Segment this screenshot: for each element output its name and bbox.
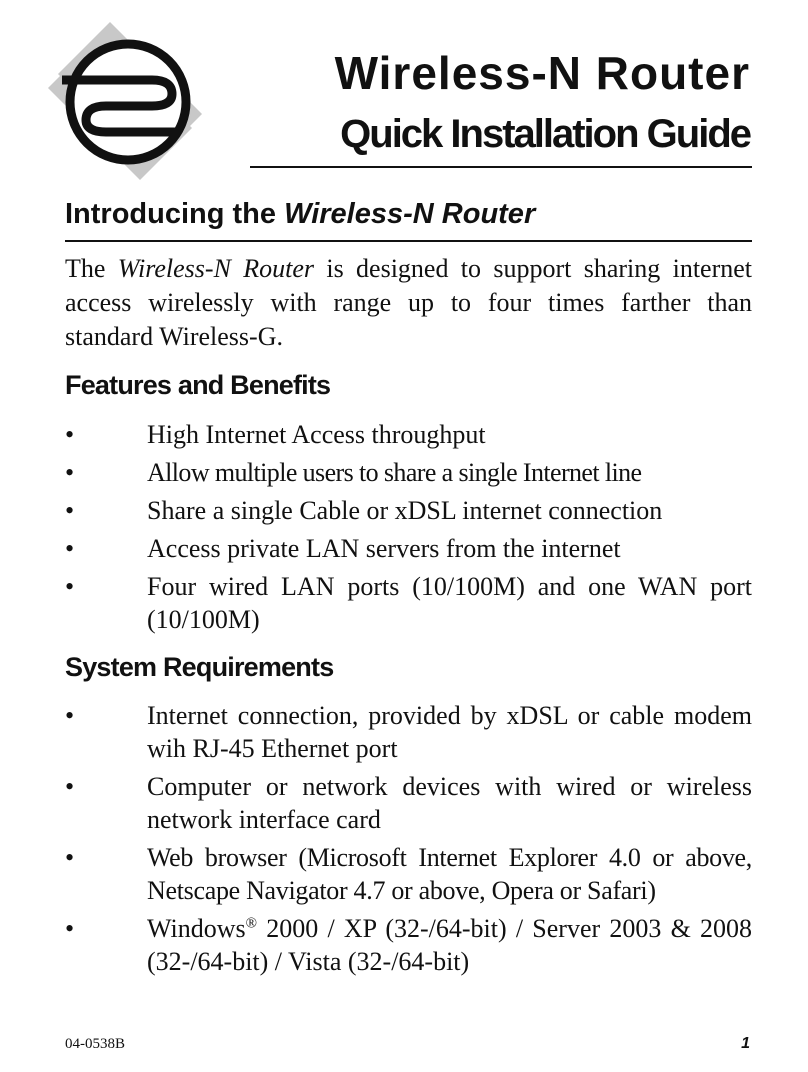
intro-heading-prefix: Introducing the: [65, 198, 277, 230]
windows-rest: 2000 / XP (32-/64-bit) / Server 2003 & 2008 (32-/64-bit) / Vista (32-/64-bit): [147, 914, 752, 976]
bullet: •: [65, 701, 75, 730]
list-item: [65, 841, 752, 907]
bullet: •: [65, 534, 75, 563]
page-number: 1: [741, 1035, 750, 1052]
features-list: [65, 418, 752, 641]
list-item: [65, 456, 752, 489]
registered-mark: ®: [245, 915, 258, 932]
list-item: [65, 418, 752, 451]
list-item-text: Internet connection, provided by xDSL or cable modem wih RJ-45 Ethernet port: [147, 701, 752, 763]
siig-logo-icon: [40, 14, 210, 184]
bullet: •: [65, 496, 75, 525]
list-item: [65, 570, 752, 636]
list-item: [65, 912, 752, 978]
list-item-text: Four wired LAN ports (10/100M) and one WAN port (10/100M): [147, 572, 752, 634]
list-item: [65, 770, 752, 836]
bullet: •: [65, 572, 75, 601]
title-line-1: Wireless-N Router: [334, 47, 750, 99]
bullet: •: [65, 772, 75, 801]
list-item-text: Web browser (Microsoft Internet Explorer 4.0 or above, Netscape Navigator 4.7 or above, Opera or Safari): [147, 843, 752, 905]
list-item-text: Share a single Cable or xDSL internet connection: [147, 496, 663, 525]
intro-text-rest: is designed to support sharing internet access wirelessly with range up to four times farther than standard Wireless-G.: [65, 254, 753, 351]
list-item: [65, 494, 752, 527]
list-item-text: Computer or network devices with wired or wireless network interface card: [147, 772, 752, 834]
requirements-heading: System Requirements: [65, 652, 334, 682]
title-line-2: Quick Installation Guide: [340, 112, 750, 156]
list-item: [65, 699, 752, 765]
list-item-text: High Internet Access throughput: [147, 420, 486, 449]
features-heading: Features and Benefits: [65, 370, 331, 400]
list-item-text: Access private LAN servers from the internet: [147, 534, 621, 563]
document-code: 04-0538B: [65, 1036, 125, 1052]
list-item-text: Allow multiple users to share a single Internet line: [147, 458, 642, 487]
intro-heading-product: Wireless-N Router: [284, 198, 536, 230]
intro-paragraph: [65, 252, 752, 354]
list-item: [65, 532, 752, 565]
intro-text-product: Wireless-N Router: [117, 254, 315, 283]
windows-prefix: Windows: [147, 914, 246, 943]
requirements-list: [65, 699, 752, 983]
bullet: •: [65, 458, 75, 487]
bullet: •: [65, 420, 75, 449]
bullet: •: [65, 843, 75, 872]
title-divider: [250, 166, 752, 168]
bullet: •: [65, 914, 75, 943]
intro-heading: [65, 198, 535, 231]
list-item-text: [147, 914, 752, 976]
intro-divider: [65, 240, 752, 242]
intro-text-the: The: [65, 254, 106, 283]
